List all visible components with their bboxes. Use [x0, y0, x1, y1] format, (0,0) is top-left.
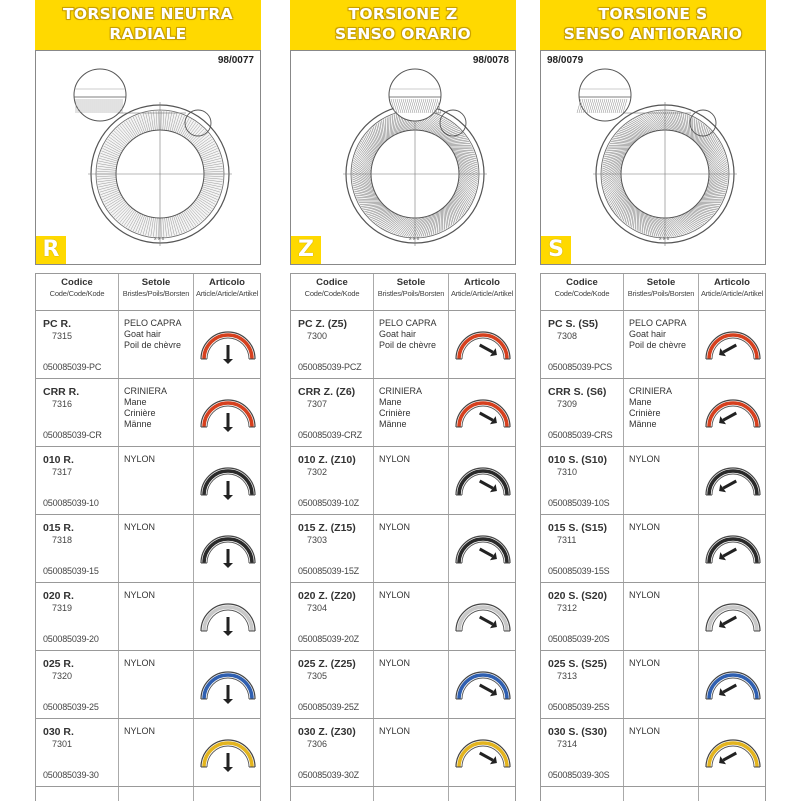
arrow-shaft [480, 685, 493, 692]
header-label: Articolo [194, 277, 260, 288]
product-number: 7316 [52, 399, 72, 409]
product-number: 7317 [52, 467, 72, 477]
table-row [36, 583, 260, 651]
bristle-label: NYLON [124, 658, 155, 669]
catalog-column [35, 0, 261, 52]
table-row [541, 651, 765, 719]
product-sku: 050085039-30S [548, 770, 609, 780]
article-arc-icon [196, 319, 260, 375]
article-arc-icon [196, 591, 260, 647]
product-sku: 050085039-30Z [298, 770, 359, 780]
product-sku: 050085039-PC [43, 362, 101, 372]
bristle-label: PELO CAPRA [379, 318, 437, 329]
table-row [541, 379, 765, 447]
article-arc-icon [196, 727, 260, 783]
article-cell [701, 659, 765, 715]
article-cell [701, 591, 765, 647]
arrow-head-icon [223, 699, 233, 704]
table-row [291, 651, 515, 719]
article-icon [201, 604, 255, 636]
article-cell [196, 523, 260, 579]
table-row [541, 583, 765, 651]
table-header-cell [36, 277, 118, 299]
product-code: PC Z. (Z5) [298, 318, 347, 330]
table-row [291, 719, 515, 787]
product-number: 7312 [557, 603, 577, 613]
header-label: Setole [119, 277, 193, 288]
article-icon [456, 468, 510, 495]
bristle-type [124, 318, 182, 351]
header-translations: Bristles/Poils/Borsten [374, 289, 448, 299]
article-cell [196, 659, 260, 715]
article-icon [456, 400, 510, 427]
product-sku: 050085039-10Z [298, 498, 359, 508]
product-code: 010 S. (S10) [548, 454, 607, 466]
table-row [541, 719, 765, 787]
article-arc-icon [196, 659, 260, 715]
article-cell [701, 455, 765, 511]
table-header-cell [374, 277, 448, 299]
brush-mark-text: x x x [154, 236, 165, 242]
arrow-head-icon [223, 631, 233, 636]
column-title-line2: SENSO ORARIO [290, 24, 516, 44]
torsion-letter-badge: R [36, 236, 66, 264]
header-label: Articolo [449, 277, 515, 288]
arrow-shaft [723, 345, 736, 352]
product-table [540, 273, 766, 801]
header-label: Articolo [699, 277, 765, 288]
column-title-banner [35, 0, 261, 52]
header-translations: Bristles/Poils/Borsten [119, 289, 193, 299]
bristle-label: Männe [379, 419, 422, 430]
article-cell [196, 727, 260, 783]
article-arc-icon [701, 387, 765, 443]
article-cell [451, 387, 515, 443]
product-number: 7319 [52, 603, 72, 613]
table-row [36, 379, 260, 447]
arrow-shaft [480, 481, 493, 488]
product-code: 020 Z. (Z20) [298, 590, 356, 602]
bristle-label: Männe [124, 419, 167, 430]
article-arc-icon [451, 319, 515, 375]
product-sku: 050085039-10S [548, 498, 609, 508]
bristle-label: Crinière [629, 408, 672, 419]
product-sku: 050085039-CRZ [298, 430, 362, 440]
bristle-label: NYLON [629, 522, 660, 533]
brush-ring-drawing [593, 102, 737, 246]
column-title-line1: TORSIONE NEUTRA [35, 4, 261, 24]
article-icon [201, 332, 255, 364]
column-title-banner [540, 0, 766, 52]
article-icon [456, 740, 510, 767]
product-code: 025 R. [43, 658, 74, 670]
product-sku: 050085039-25Z [298, 702, 359, 712]
table-header-cell [624, 277, 698, 299]
product-code: 030 Z. (Z30) [298, 726, 356, 738]
arrow-shaft [480, 617, 493, 624]
bristle-type [379, 658, 410, 669]
article-arc-icon [451, 727, 515, 783]
arrow-shaft [723, 617, 736, 624]
product-sku: 050085039-CR [43, 430, 102, 440]
arrow-shaft [723, 413, 736, 420]
table-header [36, 274, 260, 311]
article-icon [456, 604, 510, 631]
product-code: CRR R. [43, 386, 79, 398]
bristle-label: PELO CAPRA [629, 318, 687, 329]
article-cell [701, 387, 765, 443]
article-arc-icon [701, 591, 765, 647]
bristle-type [124, 454, 155, 465]
bristle-type [124, 386, 167, 430]
product-number: 7306 [307, 739, 327, 749]
article-arc-icon [701, 727, 765, 783]
product-code: PC S. (S5) [548, 318, 598, 330]
column-title-line2: SENSO ANTIORARIO [540, 24, 766, 44]
product-code: CRR Z. (Z6) [298, 386, 355, 398]
catalog-column [540, 0, 766, 52]
brush-drawing-panel [290, 50, 516, 265]
article-arc-icon [701, 659, 765, 715]
table-row [291, 515, 515, 583]
article-arc-icon [451, 659, 515, 715]
product-number: 7302 [307, 467, 327, 477]
brush-drawing-panel [35, 50, 261, 265]
product-sku: 050085039-25S [548, 702, 609, 712]
brush-diagram [291, 51, 515, 264]
article-cell [701, 319, 765, 375]
bristle-type [629, 318, 687, 351]
table-row [291, 379, 515, 447]
product-sku: 050085039-15S [548, 566, 609, 576]
table-row [36, 651, 260, 719]
table-header-cell [119, 277, 193, 299]
article-cell [701, 727, 765, 783]
torsion-letter-badge: Z [291, 236, 321, 264]
bristle-type [124, 590, 155, 601]
product-number: 7303 [307, 535, 327, 545]
bristle-label: PELO CAPRA [124, 318, 182, 329]
article-cell [451, 727, 515, 783]
bristle-type [379, 590, 410, 601]
arrow-shaft [723, 753, 736, 760]
article-icon [706, 740, 760, 767]
product-number: 7308 [557, 331, 577, 341]
product-sku: 050085039-15Z [298, 566, 359, 576]
product-sku: 050085039-15 [43, 566, 99, 576]
article-icon [706, 536, 760, 563]
product-sku: 050085039-PCS [548, 362, 612, 372]
product-code: 015 S. (S15) [548, 522, 607, 534]
bristle-label: NYLON [124, 522, 155, 533]
product-number: 7309 [557, 399, 577, 409]
article-cell [196, 591, 260, 647]
product-code: 030 S. (S30) [548, 726, 607, 738]
product-sku: 050085039-PCZ [298, 362, 361, 372]
table-row [36, 447, 260, 515]
header-label: Setole [624, 277, 698, 288]
arrow-head-icon [223, 495, 233, 500]
product-number: 7305 [307, 671, 327, 681]
table-header-cell [194, 277, 260, 299]
arrow-head-icon [223, 359, 233, 364]
table-row [541, 311, 765, 379]
bristle-label: NYLON [629, 454, 660, 465]
bristle-label: CRINIERA [379, 386, 422, 397]
product-number: 7314 [557, 739, 577, 749]
product-code: 010 Z. (Z10) [298, 454, 356, 466]
brush-mark-text: x x x [659, 236, 670, 242]
bristle-label: NYLON [629, 726, 660, 737]
header-translations: Code/Code/Kode [36, 289, 118, 299]
article-arc-icon [196, 387, 260, 443]
article-icon [706, 672, 760, 699]
header-translations: Article/Article/Artikel [449, 289, 515, 299]
table-row [36, 515, 260, 583]
brush-diagram [541, 51, 765, 264]
bristle-label: NYLON [379, 522, 410, 533]
bristle-type [379, 522, 410, 533]
product-table [35, 273, 261, 801]
article-cell [451, 455, 515, 511]
product-sku: 050085039-20S [548, 634, 609, 644]
brush-mark-text: x x x [409, 236, 420, 242]
bristle-type [379, 726, 410, 737]
article-cell [196, 455, 260, 511]
drawing-code: 98/0078 [473, 55, 509, 66]
bristle-label: NYLON [379, 658, 410, 669]
article-arc-icon [451, 387, 515, 443]
torsion-letter-badge: S [541, 236, 571, 264]
product-code: 020 S. (S20) [548, 590, 607, 602]
arrow-shaft [480, 549, 493, 556]
article-arc-icon [701, 455, 765, 511]
arrow-shaft [480, 345, 493, 352]
product-number: 7320 [52, 671, 72, 681]
table-header-cell [541, 277, 623, 299]
product-sku: 050085039-CRS [548, 430, 612, 440]
article-icon [456, 332, 510, 359]
bristle-type [629, 386, 672, 430]
arrow-shaft [480, 413, 493, 420]
header-translations: Article/Article/Artikel [699, 289, 765, 299]
article-cell [196, 387, 260, 443]
arrow-head-icon [223, 563, 233, 568]
article-icon [201, 672, 255, 704]
bristle-type [379, 318, 437, 351]
article-cell [196, 319, 260, 375]
bristle-type [629, 590, 660, 601]
brush-diagram [36, 51, 260, 264]
bristle-label: Poil de chèvre [629, 340, 687, 351]
product-code: 015 R. [43, 522, 74, 534]
article-arc-icon [701, 319, 765, 375]
article-icon [706, 604, 760, 631]
table-header [291, 274, 515, 311]
table-row [541, 447, 765, 515]
header-label: Setole [374, 277, 448, 288]
arrow-shaft [723, 685, 736, 692]
bristle-label: Crinière [379, 408, 422, 419]
brush-drawing-panel [540, 50, 766, 265]
article-icon [201, 468, 255, 500]
table-row [36, 719, 260, 787]
article-arc-icon [196, 523, 260, 579]
table-row [36, 311, 260, 379]
product-code: 010 R. [43, 454, 74, 466]
arrow-shaft [723, 481, 736, 488]
table-header-cell [291, 277, 373, 299]
table-header [541, 274, 765, 311]
article-cell [451, 523, 515, 579]
product-number: 7318 [52, 535, 72, 545]
article-icon [706, 468, 760, 495]
header-label: Codice [36, 277, 118, 288]
article-cell [451, 319, 515, 375]
arrow-head-icon [223, 767, 233, 772]
column-title-banner [290, 0, 516, 52]
bristle-type [379, 454, 410, 465]
product-sku: 050085039-30 [43, 770, 99, 780]
product-code: 030 R. [43, 726, 74, 738]
bristle-label: NYLON [629, 590, 660, 601]
product-sku: 050085039-20 [43, 634, 99, 644]
article-icon [706, 332, 760, 359]
product-sku: 050085039-10 [43, 498, 99, 508]
article-cell [451, 659, 515, 715]
bristle-label: NYLON [124, 454, 155, 465]
bristle-type [629, 726, 660, 737]
article-icon [201, 400, 255, 432]
bristle-label: Poil de chèvre [124, 340, 182, 351]
bristle-type [124, 522, 155, 533]
article-icon [706, 400, 760, 427]
bristle-type [629, 454, 660, 465]
arrow-head-icon [223, 427, 233, 432]
product-code: 025 Z. (Z25) [298, 658, 356, 670]
column-title-line2: RADIALE [35, 24, 261, 44]
product-code: 020 R. [43, 590, 74, 602]
header-label: Codice [541, 277, 623, 288]
bristle-label: Männe [629, 419, 672, 430]
article-arc-icon [701, 523, 765, 579]
article-icon [201, 536, 255, 568]
bristle-label: Mane [124, 397, 167, 408]
catalog-column [290, 0, 516, 52]
bristle-type [124, 726, 155, 737]
table-header-cell [699, 277, 765, 299]
article-arc-icon [451, 455, 515, 511]
bristle-label: NYLON [379, 590, 410, 601]
article-icon [456, 672, 510, 699]
product-number: 7311 [557, 535, 576, 545]
drawing-code: 98/0077 [218, 55, 254, 66]
bristle-label: Poil de chèvre [379, 340, 437, 351]
article-icon [201, 740, 255, 772]
table-row [291, 311, 515, 379]
article-icon [456, 536, 510, 563]
bristle-type [379, 386, 422, 430]
bristle-label: NYLON [379, 454, 410, 465]
bristle-label: Crinière [124, 408, 167, 419]
bristle-label: NYLON [124, 726, 155, 737]
product-sku: 050085039-25 [43, 702, 99, 712]
bristle-type [629, 522, 660, 533]
article-arc-icon [451, 591, 515, 647]
arrow-shaft [480, 753, 493, 760]
bristle-label: Mane [629, 397, 672, 408]
article-cell [451, 591, 515, 647]
bristle-label: NYLON [629, 658, 660, 669]
product-number: 7300 [307, 331, 327, 341]
bristle-label: Mane [379, 397, 422, 408]
product-code: 025 S. (S25) [548, 658, 607, 670]
product-table [290, 273, 516, 801]
product-code: 015 Z. (Z15) [298, 522, 356, 534]
bristle-label: NYLON [379, 726, 410, 737]
product-number: 7304 [307, 603, 327, 613]
product-number: 7301 [52, 739, 72, 749]
bristle-label: CRINIERA [629, 386, 672, 397]
product-number: 7315 [52, 331, 72, 341]
product-number: 7307 [307, 399, 327, 409]
drawing-code: 98/0079 [547, 55, 583, 66]
table-header-cell [449, 277, 515, 299]
product-code: PC R. [43, 318, 71, 330]
bristle-label: NYLON [124, 590, 155, 601]
table-row [291, 583, 515, 651]
column-title-line1: TORSIONE Z [290, 4, 516, 24]
table-row [291, 447, 515, 515]
product-sku: 050085039-20Z [298, 634, 359, 644]
header-label: Codice [291, 277, 373, 288]
brush-ring-drawing [343, 102, 487, 246]
product-number: 7313 [557, 671, 577, 681]
product-number: 7310 [557, 467, 577, 477]
header-translations: Code/Code/Kode [291, 289, 373, 299]
product-code: CRR S. (S6) [548, 386, 606, 398]
bristle-type [629, 658, 660, 669]
column-title-line1: TORSIONE S [540, 4, 766, 24]
header-translations: Article/Article/Artikel [194, 289, 260, 299]
article-cell [701, 523, 765, 579]
arrow-shaft [723, 549, 736, 556]
brush-ring-drawing [88, 102, 232, 246]
header-translations: Bristles/Poils/Borsten [624, 289, 698, 299]
article-arc-icon [451, 523, 515, 579]
bristle-type [124, 658, 155, 669]
bristle-label: Goat hair [124, 329, 182, 340]
article-arc-icon [196, 455, 260, 511]
table-row [541, 515, 765, 583]
header-translations: Code/Code/Kode [541, 289, 623, 299]
bristle-label: CRINIERA [124, 386, 167, 397]
bristle-label: Goat hair [379, 329, 437, 340]
bristle-label: Goat hair [629, 329, 687, 340]
